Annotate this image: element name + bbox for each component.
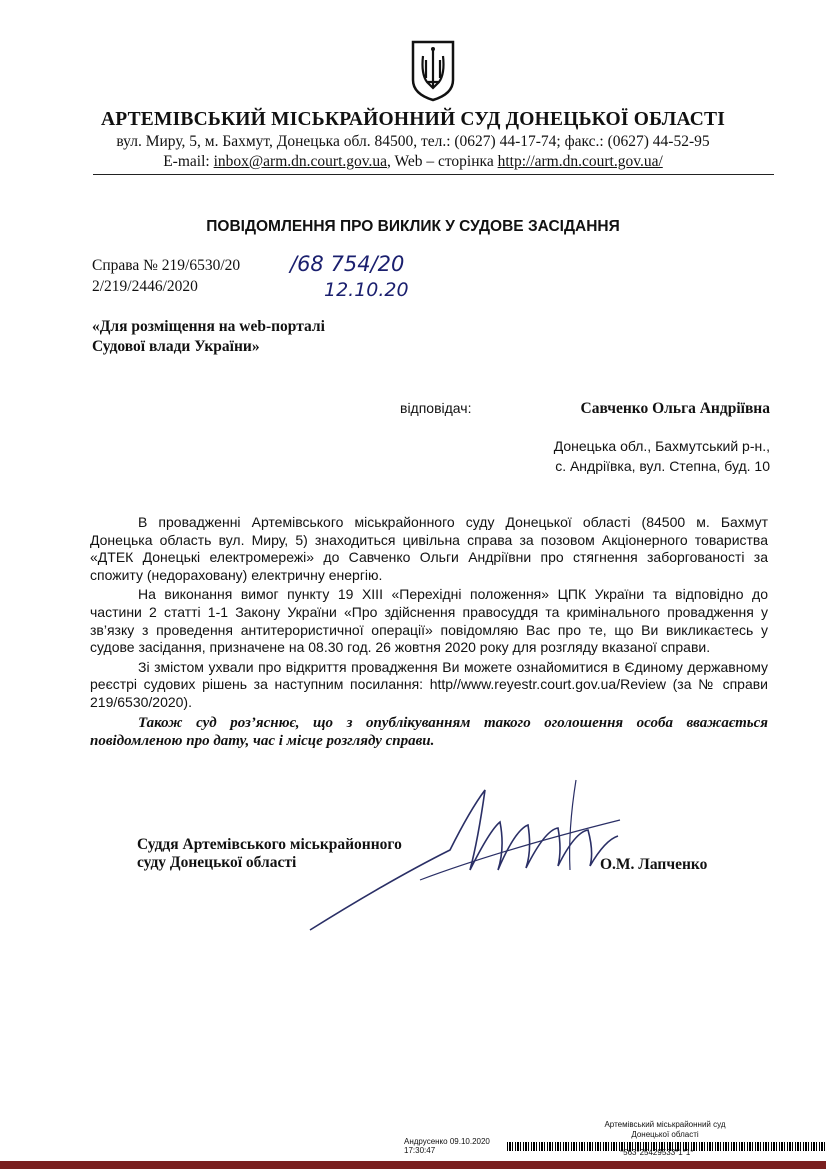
case-number: Справа № 219/6530/20	[92, 257, 241, 274]
respondent-name: Савченко Ольга Андріївна	[580, 400, 770, 417]
registrar-stamp: Андрусенко 09.10.2020 17:30:47	[404, 1137, 490, 1155]
proceeding-number: 2/219/2446/2020	[92, 278, 198, 295]
barcode-row	[404, 1137, 826, 1155]
scan-edge-strip	[0, 1161, 826, 1169]
web-link[interactable]: http://arm.dn.court.gov.ua/	[497, 153, 663, 170]
court-name: АРТЕМІВСЬКИЙ МІСЬКРАЙОННИЙ СУД ДОНЕЦЬКОЇ ОБЛАСТІ	[100, 109, 726, 130]
email-link[interactable]: inbox@arm.dn.court.gov.ua	[213, 153, 387, 170]
footer-court-line2: Донецької області	[631, 1130, 699, 1139]
handwritten-registration-number: /68 754/20	[290, 252, 405, 276]
respondent-label: відповідач:	[400, 400, 472, 416]
handwritten-registration-date: 12.10.20	[324, 279, 409, 301]
web-label: , Web – сторінка	[387, 153, 498, 170]
header-divider	[93, 174, 774, 175]
judge-name: О.М. Лапченко	[600, 856, 708, 873]
portal-note-line2: Судової влади України»	[92, 338, 260, 355]
respondent-address-line2: с. Андріївка, вул. Степна, буд. 10	[555, 458, 770, 474]
portal-note-line1: «Для розміщення на web-порталі	[92, 318, 325, 335]
document-title: ПОВІДОМЛЕННЯ ПРО ВИКЛИК У СУДОВЕ ЗАСІДАННЯ	[206, 218, 620, 235]
coat-of-arms-icon	[409, 40, 457, 102]
handwritten-signature	[300, 770, 630, 940]
footer-court-line1: Артемівський міськрайонний суд	[604, 1120, 726, 1129]
body-paragraph: Зі змістом ухвали про відкриття провадження Ви можете ознайомитися в Єдиному державному реєстрі судових рішень за наступним посилання: http//www.reyestr.court.gov.ua/Review (за № справи 219/6530/2020).	[90, 658, 768, 710]
barcode-number: *563*25429533*1*1*	[620, 1148, 694, 1157]
publication-notice: Також суд роз’яснює, що з опублікуванням такого оголошення особа вважається повідомленою про дату, час і місце розгляду справи.	[90, 714, 768, 749]
judge-title-line1: Суддя Артемівського міськрайонного	[137, 836, 402, 853]
body-paragraph: На виконання вимог пункту 19 ХІІІ «Перехідні положення» ЦПК України та відповідно до частини 2 статті 1-1 Закону України «Про здійснення правосуддя та кримінального провадження у зв’язку з проведення антитерористичної операції» повідомляю Вас про те, що Ви викликаєтесь у судове засідання, призначене на 08.30 год. 26 жовтня 2020 року для розгляду вказаної справи.	[90, 586, 768, 656]
court-contacts	[0, 153, 826, 171]
notice-body	[90, 514, 768, 752]
body-paragraph: В провадженні Артемівського міськрайонного суду Донецької області (84500 м. Бахмут Донецька область вул. Миру, 5) знаходиться цивільна справа за позовом Акціонерного товариства «ДТЕК Донецькі електромережі» до Савченко Ольги Андріївни про стягнення заборгованості за спожиту (недораховану) електричну енергію.	[90, 514, 768, 583]
court-address: вул. Миру, 5, м. Бахмут, Донецька обл. 84500, тел.: (0627) 44-17-74; факс.: (0627) 44-52-95	[116, 133, 710, 150]
respondent-address-line1: Донецька обл., Бахмутський р-н.,	[553, 438, 770, 454]
email-label: E-mail:	[163, 153, 214, 170]
judge-title-line2: суду Донецької області	[137, 854, 297, 871]
